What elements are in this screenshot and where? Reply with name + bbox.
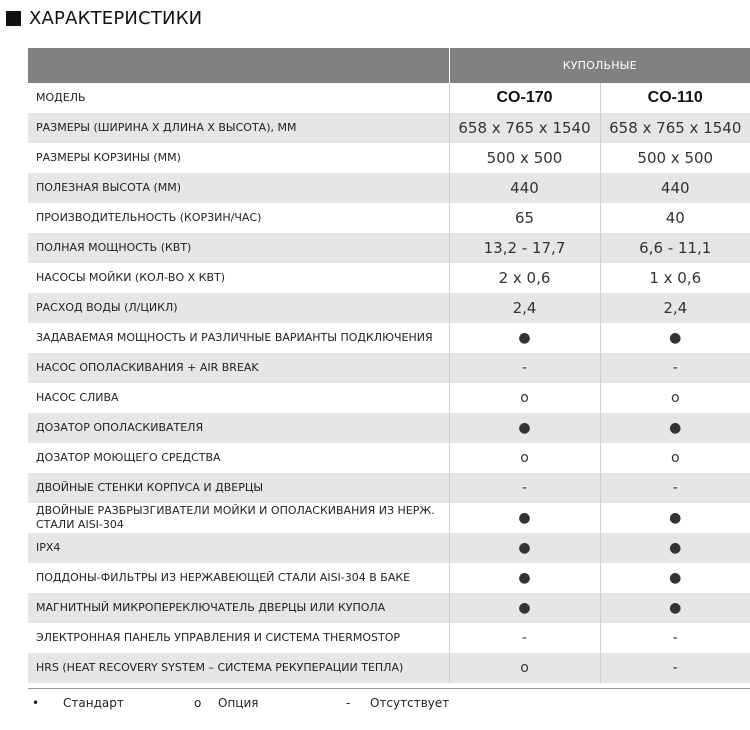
row-label: РАСХОД ВОДЫ (Л/ЦИКЛ) [28, 293, 449, 323]
row-label: ДОЗАТОР ОПОЛАСКИВАТЕЛЯ [28, 413, 449, 443]
value-co-110: - [600, 653, 750, 683]
row-label: НАСОС СЛИВА [36, 391, 119, 404]
value-co-170: ● [449, 563, 600, 593]
value-co-170: 440 [449, 173, 600, 203]
value-co-110: ● [600, 503, 750, 533]
group-header-dome: КУПОЛЬНЫЕ [449, 48, 750, 83]
value-co-170: 500 x 500 [449, 143, 600, 173]
row-label: ДОЗАТОР МОЮЩЕГО СРЕДСТВА [36, 451, 221, 464]
row-label: РАЗМЕРЫ КОРЗИНЫ (ММ) [36, 151, 181, 164]
value-co-110: o [600, 383, 750, 413]
table-row [28, 503, 750, 533]
value-co-110: ● [600, 533, 750, 563]
table-row [28, 263, 750, 293]
table-row [28, 173, 750, 203]
model-row [28, 83, 750, 113]
legend-option-symbol: o [194, 696, 202, 710]
legend-standard-symbol: • [32, 696, 40, 710]
page-title: ХАРАКТЕРИСТИКИ [29, 7, 203, 29]
value-co-170: 65 [449, 203, 600, 233]
section-title [6, 6, 202, 30]
legend-absent-label: Отсутствует [370, 696, 450, 710]
row-label: ДВОЙНЫЕ СТЕНКИ КОРПУСА И ДВЕРЦЫ [28, 473, 449, 503]
row-label: НАСОСЫ МОЙКИ (КОЛ-ВО Х КВТ) [36, 271, 226, 284]
value-co-170: o [449, 383, 600, 413]
table-row [28, 203, 750, 233]
table-row [28, 653, 750, 683]
row-label: ПОДДОНЫ-ФИЛЬТРЫ ИЗ НЕРЖАВЕЮЩЕЙ СТАЛИ AISI-304 В БАКЕ [36, 571, 411, 584]
table-row [28, 563, 750, 593]
value-co-110: - [600, 353, 750, 383]
legend-standard-label: Стандарт [63, 696, 124, 710]
row-label: IPX4 [28, 533, 449, 563]
value-co-170: - [449, 623, 600, 653]
table-row [28, 143, 750, 173]
row-label: ПОЛНАЯ МОЩНОСТЬ (КВТ) [28, 233, 449, 263]
row-label: МАГНИТНЫЙ МИКРОПЕРЕКЛЮЧАТЕЛЬ ДВЕРЦЫ ИЛИ КУПОЛА [28, 593, 449, 623]
value-co-170: 2,4 [449, 293, 600, 323]
value-co-170: 13,2 - 17,7 [449, 233, 600, 263]
row-label: ПРОИЗВОДИТЕЛЬНОСТЬ (КОРЗИН/ЧАС) [36, 211, 262, 224]
header-blank-cell [28, 48, 449, 83]
table-row [28, 353, 750, 383]
title-square-icon [6, 11, 21, 26]
value-co-170: o [449, 443, 600, 473]
row-label: ПОЛЕЗНАЯ ВЫСОТА (ММ) [28, 173, 449, 203]
value-co-170: o [449, 653, 600, 683]
row-label: ЭЛЕКТРОННАЯ ПАНЕЛЬ УПРАВЛЕНИЯ И СИСТЕМА THERMOSTOP [36, 631, 401, 644]
value-co-110: - [600, 473, 750, 503]
table-row [28, 443, 750, 473]
spec-table [28, 48, 750, 683]
table-row [28, 413, 750, 443]
spec-table-body [28, 83, 750, 683]
value-co-170: - [449, 473, 600, 503]
row-label: HRS (HEAT RECOVERY SYSTEM – СИСТЕМА РЕКУПЕРАЦИИ ТЕПЛА) [28, 653, 449, 683]
value-co-110: 658 x 765 x 1540 [600, 113, 750, 143]
table-row [28, 233, 750, 263]
table-group-header-row [28, 48, 750, 83]
row-label: ЗАДАВАЕМАЯ МОЩНОСТЬ И РАЗЛИЧНЫЕ ВАРИАНТЫ ПОДКЛЮЧЕНИЯ [36, 331, 433, 344]
value-co-170: ● [449, 323, 600, 353]
value-co-110: 40 [600, 203, 750, 233]
value-co-170: 2 x 0,6 [449, 263, 600, 293]
value-co-110: - [600, 623, 750, 653]
table-bottom-divider [28, 688, 750, 689]
table-row [28, 623, 750, 653]
table-row [28, 473, 750, 503]
value-co-110: 6,6 - 11,1 [600, 233, 750, 263]
table-row [28, 383, 750, 413]
row-label: ДВОЙНЫЕ РАЗБРЫЗГИВАТЕЛИ МОЙКИ И ОПОЛАСКИВАНИЯ ИЗ НЕРЖ. СТАЛИ AISI-304 [36, 504, 435, 531]
table-row [28, 323, 750, 353]
value-co-170: CO-170 [449, 83, 600, 113]
value-co-110: 440 [600, 173, 750, 203]
legend-option-label: Опция [218, 696, 259, 710]
value-co-170: ● [449, 593, 600, 623]
table-row [28, 593, 750, 623]
value-co-110: o [600, 443, 750, 473]
table-row [28, 293, 750, 323]
value-co-170: 658 x 765 x 1540 [449, 113, 600, 143]
value-co-110: 2,4 [600, 293, 750, 323]
value-co-110: ● [600, 323, 750, 353]
value-co-170: - [449, 353, 600, 383]
value-co-110: CO-110 [600, 83, 750, 113]
legend-absent-symbol: - [346, 696, 351, 710]
value-co-170: ● [449, 503, 600, 533]
value-co-110: ● [600, 593, 750, 623]
table-row [28, 533, 750, 563]
row-label: МОДЕЛЬ [36, 91, 86, 104]
row-label: РАЗМЕРЫ (ШИРИНА Х ДЛИНА Х ВЫСОТА), ММ [28, 113, 449, 143]
row-label: НАСОС ОПОЛАСКИВАНИЯ + AIR BREAK [28, 353, 449, 383]
value-co-110: 500 x 500 [600, 143, 750, 173]
value-co-170: ● [449, 533, 600, 563]
value-co-170: ● [449, 413, 600, 443]
value-co-110: ● [600, 413, 750, 443]
legend [0, 696, 750, 716]
value-co-110: 1 x 0,6 [600, 263, 750, 293]
value-co-110: ● [600, 563, 750, 593]
table-row [28, 113, 750, 143]
